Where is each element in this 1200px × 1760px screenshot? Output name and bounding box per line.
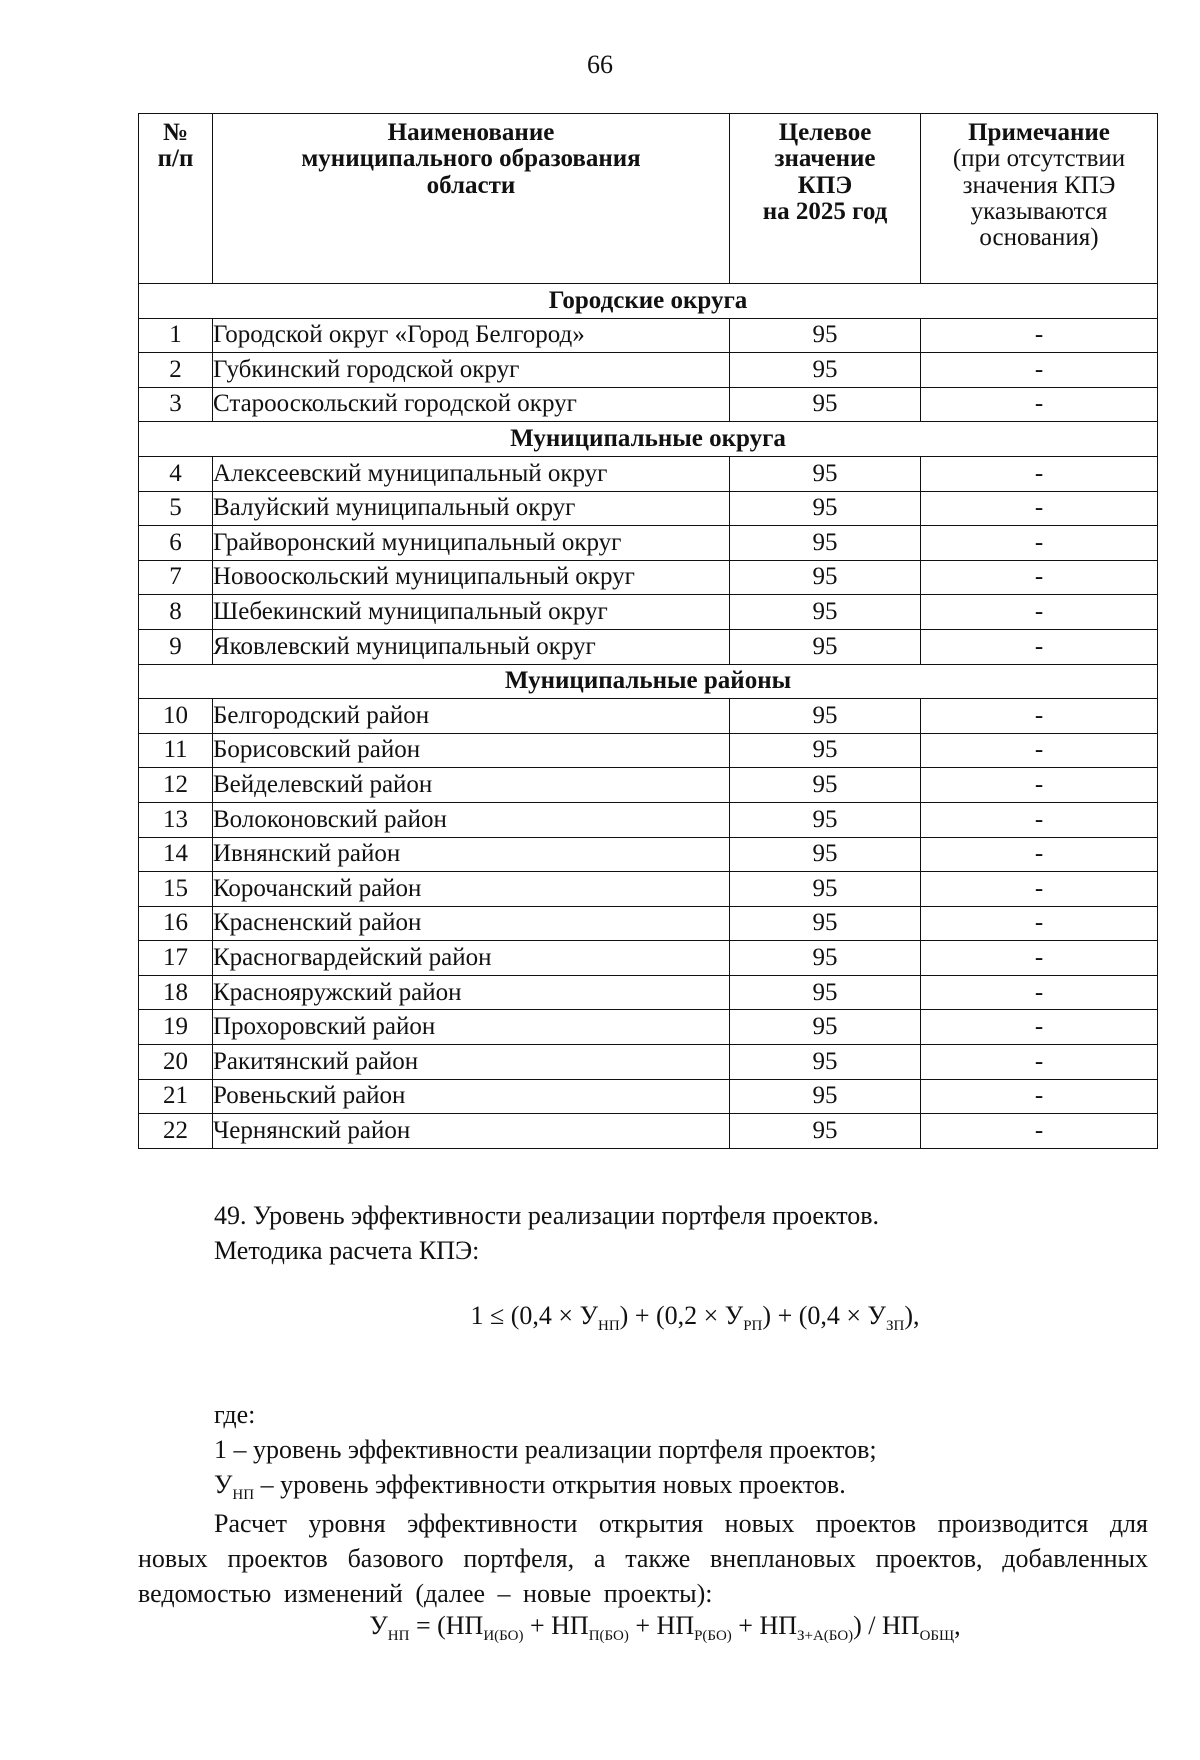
formula-2-subscript: НП xyxy=(387,1628,410,1645)
municipality-name: Ивнянский район xyxy=(213,837,730,872)
formula-2-subscript: П(БО) xyxy=(588,1628,629,1645)
table-row xyxy=(139,387,1158,422)
kpe-value: 95 xyxy=(730,802,921,837)
row-number: 5 xyxy=(139,491,213,526)
formula-2-part: + НП xyxy=(731,1611,797,1640)
table-row xyxy=(139,560,1158,595)
table-row xyxy=(139,1079,1158,1114)
row-number: 20 xyxy=(139,1045,213,1080)
formula-1-subscript: ЗП xyxy=(885,1318,905,1335)
formula-1-part: ) + (0,2 × У xyxy=(619,1301,744,1330)
table-row xyxy=(139,318,1158,353)
definition-2 xyxy=(138,1467,1148,1505)
table-row xyxy=(139,629,1158,664)
formula-2-part: + НП xyxy=(523,1611,589,1640)
formula-2-part: + НП xyxy=(628,1611,695,1640)
kpe-value: 95 xyxy=(730,595,921,630)
header-name-line: области xyxy=(426,171,516,199)
table-row xyxy=(139,768,1158,803)
municipality-name: Чернянский район xyxy=(213,1114,730,1149)
table-row xyxy=(139,526,1158,561)
note-cell: - xyxy=(921,456,1158,491)
municipality-name: Волоконовский район xyxy=(213,802,730,837)
formula-2-part: = (НП xyxy=(409,1611,484,1640)
formula-1-part: ), xyxy=(904,1301,920,1330)
table-row xyxy=(139,872,1158,907)
table-row xyxy=(139,595,1158,630)
row-number: 9 xyxy=(139,629,213,664)
formula-2-subscript: ОБЩ xyxy=(919,1628,955,1645)
definitions xyxy=(138,1397,1148,1611)
table-row xyxy=(139,906,1158,941)
municipality-name: Ракитянский район xyxy=(213,1045,730,1080)
formula-2-part: ) / НП xyxy=(853,1611,920,1640)
row-number: 1 xyxy=(139,318,213,353)
header-note-line: (при отсутствии xyxy=(952,145,1126,173)
table-row xyxy=(139,975,1158,1010)
formula-2-part: , xyxy=(954,1611,961,1640)
section-title: Муниципальные районы xyxy=(139,664,1158,699)
note-cell: - xyxy=(921,629,1158,664)
row-number: 16 xyxy=(139,906,213,941)
header-value-line: на 2025 год xyxy=(762,197,888,225)
kpe-value: 95 xyxy=(730,1010,921,1045)
municipality-name: Корочанский район xyxy=(213,872,730,907)
header-value-line: КПЭ xyxy=(797,171,853,199)
row-number: 11 xyxy=(139,733,213,768)
section-header-row xyxy=(139,664,1158,699)
municipality-name: Городской округ «Город Белгород» xyxy=(213,318,730,353)
section-title: Муниципальные округа xyxy=(139,422,1158,457)
formula-1-subscript: НП xyxy=(597,1318,620,1335)
row-number: 15 xyxy=(139,872,213,907)
formula-2-subscript: Р(БО) xyxy=(694,1628,732,1645)
kpe-table xyxy=(138,113,1158,1149)
kpe-value: 95 xyxy=(730,1045,921,1080)
formula-1-part: 1 ≤ (0,4 × У xyxy=(470,1301,598,1330)
municipality-name: Яковлевский муниципальный округ xyxy=(213,629,730,664)
row-number: 22 xyxy=(139,1114,213,1149)
item-title: 49. Уровень эффективности реализации портфеля проектов. xyxy=(214,1201,880,1230)
municipality-name: Ровеньский район xyxy=(213,1079,730,1114)
municipality-name: Белгородский район xyxy=(213,699,730,734)
row-number: 14 xyxy=(139,837,213,872)
municipality-name: Валуйский муниципальный округ xyxy=(213,491,730,526)
kpe-value: 95 xyxy=(730,768,921,803)
header-num xyxy=(139,114,213,284)
municipality-name: Алексеевский муниципальный округ xyxy=(213,456,730,491)
header-value xyxy=(730,114,921,284)
note-cell: - xyxy=(921,1114,1158,1149)
row-number: 19 xyxy=(139,1010,213,1045)
table-row xyxy=(139,941,1158,976)
note-cell: - xyxy=(921,941,1158,976)
row-number: 12 xyxy=(139,768,213,803)
table-row xyxy=(139,1010,1158,1045)
municipality-name: Краснояружский район xyxy=(213,975,730,1010)
header-num-line: п/п xyxy=(157,145,194,173)
kpe-value: 95 xyxy=(730,1079,921,1114)
row-number: 2 xyxy=(139,353,213,388)
note-cell: - xyxy=(921,560,1158,595)
kpe-value: 95 xyxy=(730,353,921,388)
note-cell: - xyxy=(921,526,1158,561)
note-cell: - xyxy=(921,491,1158,526)
note-cell: - xyxy=(921,318,1158,353)
header-note-line: значения КПЭ xyxy=(962,171,1116,199)
table-row xyxy=(139,1114,1158,1149)
note-cell: - xyxy=(921,837,1158,872)
kpe-value: 95 xyxy=(730,872,921,907)
header-name-line: Наименование xyxy=(387,119,555,146)
table-body xyxy=(139,284,1158,1149)
row-number: 18 xyxy=(139,975,213,1010)
definition-2-symbol: У xyxy=(214,1470,233,1500)
kpe-value: 95 xyxy=(730,456,921,491)
note-cell: - xyxy=(921,1010,1158,1045)
kpe-value: 95 xyxy=(730,318,921,353)
kpe-value: 95 xyxy=(730,975,921,1010)
municipality-name: Старооскольский городской округ xyxy=(213,387,730,422)
header-value-line: значение xyxy=(774,145,876,173)
formula-1-subscript: РП xyxy=(743,1318,763,1335)
row-number: 13 xyxy=(139,802,213,837)
note-cell: - xyxy=(921,387,1158,422)
section-title: Городские округа xyxy=(139,284,1158,319)
municipality-name: Грайворонский муниципальный округ xyxy=(213,526,730,561)
municipality-name: Новооскольский муниципальный округ xyxy=(213,560,730,595)
kpe-value: 95 xyxy=(730,837,921,872)
row-number: 8 xyxy=(139,595,213,630)
section-49 xyxy=(138,1198,1148,1268)
kpe-value: 95 xyxy=(730,387,921,422)
table-row xyxy=(139,353,1158,388)
definition-2-subscript: НП xyxy=(232,1487,255,1504)
row-number: 4 xyxy=(139,456,213,491)
note-cell: - xyxy=(921,975,1158,1010)
table-row xyxy=(139,456,1158,491)
municipality-name: Губкинский городской округ xyxy=(213,353,730,388)
table-row xyxy=(139,802,1158,837)
table-row xyxy=(139,837,1158,872)
note-cell: - xyxy=(921,802,1158,837)
header-note-title: Примечание xyxy=(968,119,1110,146)
formula-2-subscript: И(БО) xyxy=(483,1628,524,1645)
municipality-name: Прохоровский район xyxy=(213,1010,730,1045)
kpe-value: 95 xyxy=(730,733,921,768)
formula-1-part: ) + (0,4 × У xyxy=(762,1301,886,1330)
definition-2-text: – уровень эффективности открытия новых проектов. xyxy=(254,1470,846,1500)
section-header-row xyxy=(139,422,1158,457)
table-row xyxy=(139,699,1158,734)
page-number: 66 xyxy=(587,50,613,79)
kpe-value: 95 xyxy=(730,941,921,976)
header-note xyxy=(921,114,1158,284)
header-note-line: указываются xyxy=(970,197,1108,225)
formula-2 xyxy=(160,1608,1170,1646)
definition-1: 1 – уровень эффективности реализации портфеля проектов; xyxy=(214,1435,877,1465)
header-num-line: № xyxy=(162,119,189,146)
municipality-name: Борисовский район xyxy=(213,733,730,768)
note-cell: - xyxy=(921,906,1158,941)
paragraph: Расчет уровня эффективности открытия новых проектов производится для новых проектов базового портфеля, а также внеплановых проектов, добавленных ведомостью изменений (далее – новые проекты): xyxy=(138,1508,1148,1608)
where-label: где: xyxy=(214,1400,256,1429)
kpe-value: 95 xyxy=(730,491,921,526)
header-name xyxy=(213,114,730,284)
section-header-row xyxy=(139,284,1158,319)
note-cell: - xyxy=(921,353,1158,388)
municipality-name: Красненский район xyxy=(213,906,730,941)
formula-2-symbol: У xyxy=(369,1611,388,1640)
row-number: 7 xyxy=(139,560,213,595)
formula-2-subscript: З+А(БО) xyxy=(797,1628,854,1645)
method-label: Методика расчета КПЭ: xyxy=(214,1236,480,1266)
municipality-name: Шебекинский муниципальный округ xyxy=(213,595,730,630)
note-cell: - xyxy=(921,733,1158,768)
row-number: 6 xyxy=(139,526,213,561)
note-cell: - xyxy=(921,595,1158,630)
note-cell: - xyxy=(921,1045,1158,1080)
note-cell: - xyxy=(921,872,1158,907)
formula-1 xyxy=(190,1298,1200,1336)
table-row xyxy=(139,1045,1158,1080)
municipality-name: Вейделевский район xyxy=(213,768,730,803)
row-number: 17 xyxy=(139,941,213,976)
header-value-line: Целевое xyxy=(778,119,872,146)
note-cell: - xyxy=(921,1079,1158,1114)
kpe-value: 95 xyxy=(730,560,921,595)
table-row xyxy=(139,491,1158,526)
table-row xyxy=(139,733,1158,768)
kpe-value: 95 xyxy=(730,1114,921,1149)
municipality-name: Красногвардейский район xyxy=(213,941,730,976)
kpe-value: 95 xyxy=(730,699,921,734)
header-note-line: основания) xyxy=(979,224,1099,251)
row-number: 10 xyxy=(139,699,213,734)
kpe-value: 95 xyxy=(730,526,921,561)
header-name-line: муниципального образования xyxy=(301,145,641,173)
kpe-value: 95 xyxy=(730,629,921,664)
row-number: 3 xyxy=(139,387,213,422)
table-header-row xyxy=(139,114,1158,284)
kpe-value: 95 xyxy=(730,906,921,941)
note-cell: - xyxy=(921,699,1158,734)
row-number: 21 xyxy=(139,1079,213,1114)
note-cell: - xyxy=(921,768,1158,803)
